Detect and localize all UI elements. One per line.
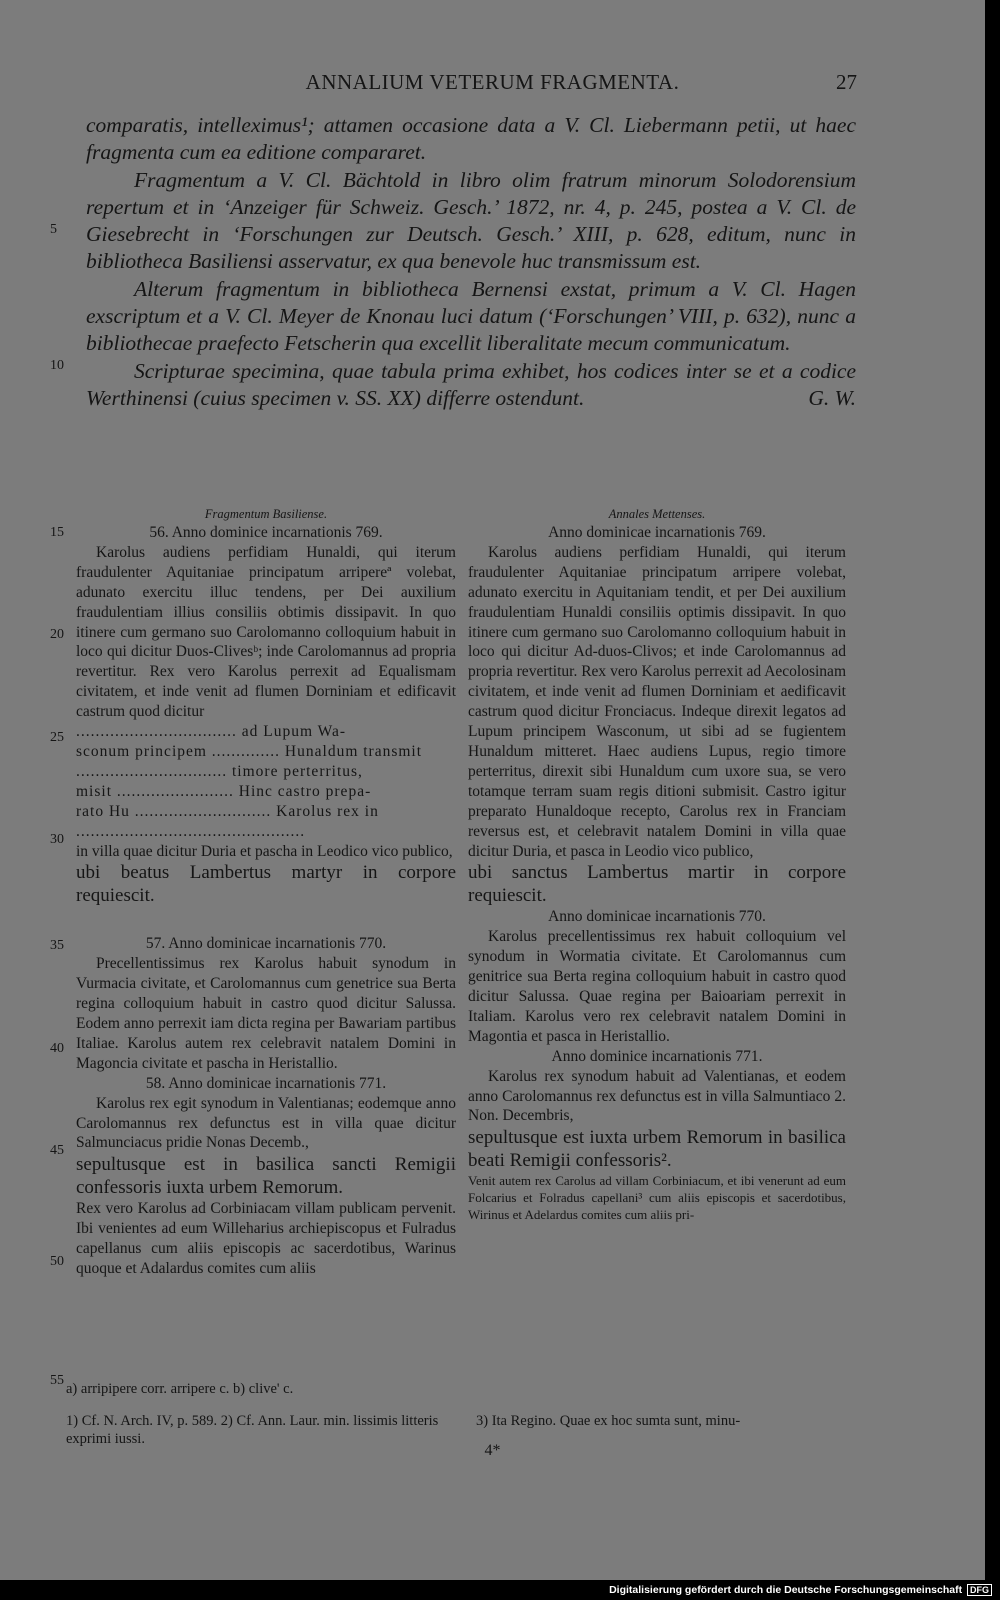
right-column-annales-mettenses bbox=[468, 505, 846, 1223]
lacuna-line: ............................................... bbox=[76, 822, 306, 840]
line-number: 45 bbox=[50, 1143, 64, 1158]
line-number: 10 bbox=[50, 358, 64, 373]
line-number: 30 bbox=[50, 832, 64, 847]
intro-paragraph bbox=[86, 358, 856, 413]
footnote-3: 3) Ita Regino. Quae ex hoc sumta sunt, minu- bbox=[476, 1413, 741, 1429]
line-number: 50 bbox=[50, 1254, 64, 1269]
line-number: 55 bbox=[50, 1373, 64, 1388]
entry-text-large: sepultusque est in basilica sancti Remigii confessoris iuxta urbem Remorum. bbox=[76, 1154, 456, 1199]
entry-title: Anno dominicae incarnationis 770. bbox=[548, 908, 766, 926]
credit-text: Digitalisierung gefördert durch die Deutsche Forschungsgemeinschaft bbox=[609, 1584, 963, 1596]
entry-text-large: ubi beatus Lambertus martyr in corpore requiescit. bbox=[76, 862, 456, 907]
entry-text: in villa quae dicitur Duria et pascha in Leodico vico publico, bbox=[76, 842, 453, 860]
left-column-fragmentum-basiliense bbox=[76, 505, 456, 1279]
entry-text: Precellentissimus rex Karolus habuit synodum in Vurmacia civitate, et Carolomannus cum genetrice sua Berta regina colloquium habuit in castro quod dicitur Salussa. Eodem anno perrexit iam dicta regina per Bawariam partibus Italiae. Karolus autem rex celebravit natalem Domini in Magoncia civitate et pascha in Heristallio. bbox=[76, 955, 456, 1072]
line-number: 5 bbox=[50, 222, 57, 237]
intro-paragraph: Alterum fragmentum in bibliotheca Bernensi exstat, primum a V. Cl. Hagen exscriptum et a V. Cl. Meyer de Knonau luci datum (‘Forschungen’ VIII, p. 632), nunc a bibliothecae praefecto Fetscherin qua excellit liberalitate mecum communicatum. bbox=[86, 276, 856, 356]
line-number: 35 bbox=[50, 938, 64, 953]
spacer bbox=[76, 907, 456, 934]
entry-title: Anno dominicae incarnationis 769. bbox=[548, 524, 766, 541]
footnotes bbox=[66, 1380, 846, 1448]
entry-text-large: sepultusque est iuxta urbem Remorum in basilica beati Remigii confessoris². bbox=[468, 1127, 846, 1172]
page-header bbox=[0, 70, 985, 94]
line-number: 20 bbox=[50, 627, 64, 642]
entry-title: 56. Anno dominice incarnationis 769. bbox=[149, 524, 383, 541]
editor-signature: G. W. bbox=[808, 385, 856, 410]
lacuna-line: rato Hu ............................ Karolus rex in bbox=[76, 802, 379, 820]
page-number: 27 bbox=[836, 70, 857, 94]
line-number: 15 bbox=[50, 525, 64, 540]
sheet-signature: 4* bbox=[484, 1442, 501, 1459]
entry-text-large: ubi sanctus Lambertus martir in corpore requiescit. bbox=[468, 862, 846, 907]
intro-paragraph-text: Scripturae specimina, quae tabula prima exhibet, hos codices inter se et a codice Werthinensi (cuius specimen v. SS. XX) differre ostendunt. bbox=[86, 358, 856, 410]
entry-title: 58. Anno dominicae incarnationis 771. bbox=[145, 1074, 387, 1092]
running-title: ANNALIUM VETERUM FRAGMENTA. bbox=[305, 70, 680, 94]
entry-text: Karolus precellentissimus rex habuit colloquium vel synodum in Wormatia civitate. Et Carolomannus cum genitrice sua Berta regina colloquium habuit in castro quod dicitur Salussa. Quae regina per Baioariam perrexit in Italiam. Karolus vero rex celebravit natalem Domini in Magontia et pasca in Heristallio. bbox=[468, 928, 846, 1045]
entry-text: Venit autem rex Carolus ad villam Corbiniacum, et ibi venerunt ad eum Folcarius et Folradus capellani³ cum aliis episcopis et sacerdotibus, Wirinus et Adelardus comites cum aliis pri- bbox=[468, 1173, 846, 1223]
entry-text: Karolus audiens perfidiam Hunaldi, qui iterum fraudulenter Aquitaniae principatum arripere volebat, adunato exercitu in Aquitaniam tendit, et per Dei auxilium fraudulentiam Hunaldi consiliis optimis dissipavit. In quo itinere cum germano suo Carolomanno colloquium habuit in loco qui dicitur Ad-duos-Clivos; et inde Carolomannus ad propria revertitur. Rex vero Karolus perrexit ad Aecolosinam civitatem, et inde venit ad flumen Dorniniam et aedificavit castrum quod dicitur Fronciacus. Indeque direxit legatos ad Lupum principem Wasconum, ut sibi ad se fugientem Hunaldum mitteret. Haec audiens Lupus, regio timore perterritus, direxit sibi Hunaldum cum uxore sua, se vero totamque terram suam regis ditioni submisit. Castro igitur preparato Hunaldoque recepto, Carolus rex in Franciam reversus est, et celebravit natalem Domini in villa quae dicitur Duria, et pasca in Leodio vico publico, bbox=[468, 543, 846, 860]
entry-text: Karolus rex egit synodum in Valentianas; eodemque anno Carolomannus rex defunctus est in villa quae dicitur Salmunciacus pridie Nonas Decemb., bbox=[76, 1094, 456, 1152]
intro-paragraph: comparatis, intelleximus¹; attamen occasione data a V. Cl. Liebermann petii, ut haec fragmenta cum ea editione compararet. bbox=[86, 113, 856, 165]
footnote-1-2: 1) Cf. N. Arch. IV, p. 589. 2) Cf. Ann. Laur. min. lissimis litteris exprimi iussi. bbox=[66, 1413, 439, 1447]
line-number: 40 bbox=[50, 1041, 64, 1056]
entry-text: Karolus audiens perfidiam Hunaldi, qui iterum fraudulenter Aquitaniae principatum arripereª volebat, adunato exercitu illuc tendens, per Dei auxilium fraudulentiam illius consiliis obtimis dissipavit. In quo itinere cum germano suo Carolomanno colloquium habuit in loco qui dicitur Duos-Clivesᵇ; inde Carolomannus ad propria revertitur. Rex vero Karolus perrexit ad Equalismam civitatem, et inde venit ad flumen Dorniniam et edificavit castrum quod dicitur bbox=[76, 543, 456, 721]
intro-paragraph: Fragmentum a V. Cl. Bächtold in libro olim fratrum minorum Solodorensium repertum et in ‘Anzeiger für Schweiz. Gesch.’ 1872, nr. 4, p. 245, postea a V. Cl. de Giesebrecht in ‘Forschungen zur Deutsch. Gesch.’ XIII, p. 628, editum, nunc in bibliotheca Basiliensi asservatur, ex qua benevole huc transmissum est. bbox=[86, 167, 856, 274]
column-heading: Fragmentum Basiliense. bbox=[204, 507, 328, 521]
introduction-text bbox=[86, 112, 856, 412]
entry-text: Karolus rex synodum habuit ad Valentianas, et eodem anno Carolomannus rex defunctus est in villa Salmuntiaco 2. Non. Decembris, bbox=[468, 1067, 846, 1125]
column-heading: Annales Mettenses. bbox=[608, 507, 706, 521]
lacuna-line: misit ........................ Hinc castro prepa- bbox=[76, 782, 372, 800]
lacuna-line: ................................. ad Lupum Wa- bbox=[76, 723, 347, 741]
lacuna-line: ............................... timore perterritus, bbox=[76, 762, 363, 780]
variant-notes: a) arripipere corr. arripere c. b) clive' c. bbox=[66, 1381, 294, 1397]
lacuna-line: sconum principem .............. Hunaldum transmit bbox=[76, 742, 423, 760]
entry-title: Anno dominice incarnationis 771. bbox=[551, 1047, 763, 1065]
line-number: 25 bbox=[50, 730, 64, 745]
digitization-credit bbox=[609, 1584, 992, 1596]
entry-title: 57. Anno dominicae incarnationis 770. bbox=[145, 935, 387, 953]
entry-text: Rex vero Karolus ad Corbiniacam villam publicam pervenit. Ibi venientes ad eum Willeharius archiepiscopus et Fulradus capellanus cum aliis episcopis ac sacerdotibus, Warinus quoque et Adalardus comites cum aliis bbox=[76, 1200, 456, 1278]
dfg-logo: DFG bbox=[967, 1584, 992, 1596]
